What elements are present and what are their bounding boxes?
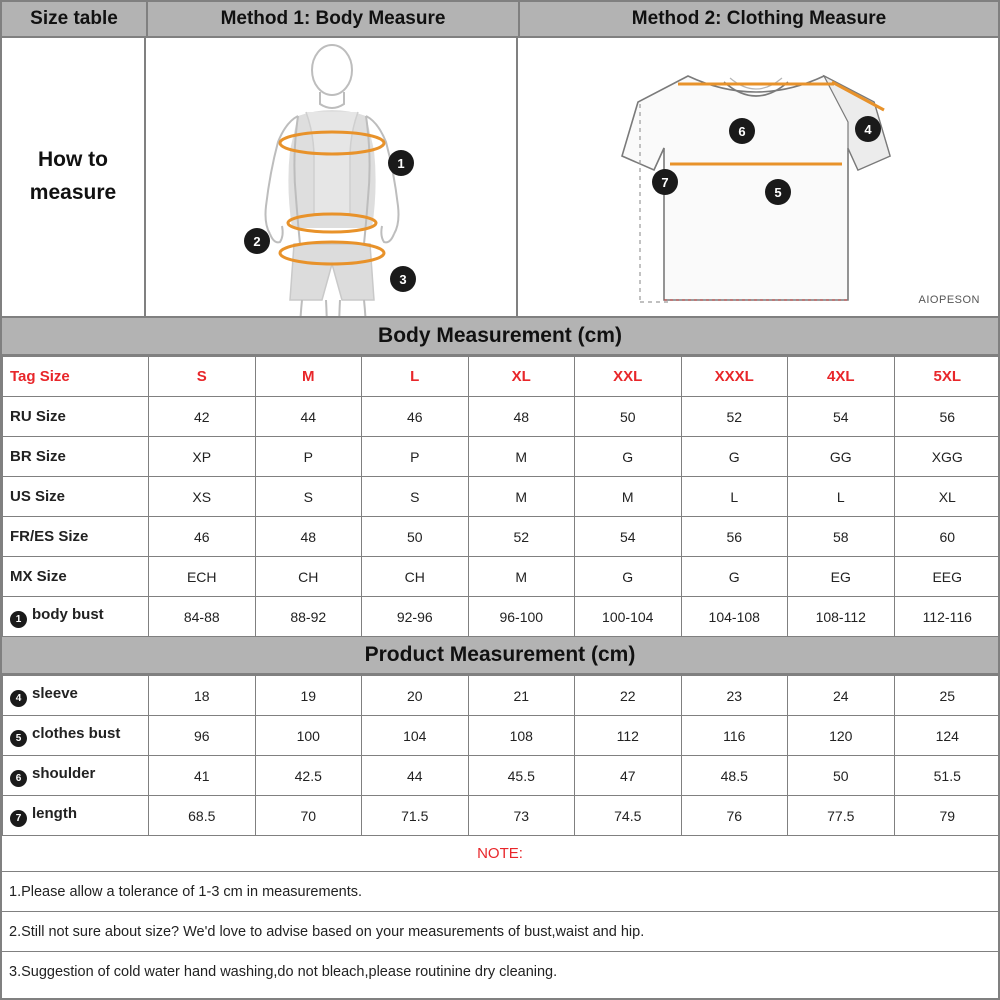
badge-body-1: 1 [388, 150, 414, 176]
row-label-text: shoulder [32, 764, 96, 782]
body-figure-svg [146, 38, 518, 316]
note-line-2: 2.Still not sure about size? We'd love to advise based on your measurements of bust,waist and hip. [2, 912, 998, 952]
row-label-text: clothes bust [32, 724, 121, 742]
cell: 76 [681, 796, 788, 836]
row-label-tag-size: Tag Size [3, 357, 149, 397]
cell: 54 [575, 517, 682, 557]
cell: XL [894, 477, 1000, 517]
cell: 18 [149, 676, 256, 716]
cell: S [255, 477, 362, 517]
table-row [3, 517, 1000, 557]
cell: 48 [255, 517, 362, 557]
body-measurement-table [2, 356, 1000, 637]
clothing-measure-illustration [518, 38, 998, 316]
cell: G [575, 437, 682, 477]
cell: 77.5 [788, 796, 895, 836]
cell: P [255, 437, 362, 477]
table-row [3, 437, 1000, 477]
row-label-shoulder [3, 756, 149, 796]
table-row [3, 477, 1000, 517]
cell: 47 [575, 756, 682, 796]
cell: G [681, 437, 788, 477]
note-block [2, 836, 998, 992]
table-row [3, 597, 1000, 637]
table-row [3, 796, 1000, 836]
row-label-text: sleeve [32, 684, 78, 702]
table-row [3, 676, 1000, 716]
table-row [3, 756, 1000, 796]
table-row-tag-size [3, 357, 1000, 397]
cell: ECH [149, 557, 256, 597]
cell: 120 [788, 716, 895, 756]
row-label-clothes-bust [3, 716, 149, 756]
cell: 58 [788, 517, 895, 557]
col-header-4xl: 4XL [788, 357, 895, 397]
cell: 41 [149, 756, 256, 796]
cell: 21 [468, 676, 575, 716]
how-to-measure-cell [2, 38, 146, 316]
cell: 48 [468, 397, 575, 437]
cell: 56 [894, 397, 1000, 437]
col-header-s: S [149, 357, 256, 397]
cell: 50 [788, 756, 895, 796]
cell: EEG [894, 557, 1000, 597]
cell: 44 [255, 397, 362, 437]
cell: 19 [255, 676, 362, 716]
cell: P [362, 437, 469, 477]
cell: M [468, 557, 575, 597]
cell: GG [788, 437, 895, 477]
badge-cloth-5: 5 [765, 179, 791, 205]
product-measurement-banner: Product Measurement (cm) [2, 637, 998, 675]
note-line-1: 1.Please allow a tolerance of 1-3 cm in measurements. [2, 872, 998, 912]
note-line-3: 3.Suggestion of cold water hand washing,do not bleach,please routinine dry cleaning. [9, 964, 558, 980]
col-header-l: L [362, 357, 469, 397]
table-row [3, 397, 1000, 437]
cell: 48.5 [681, 756, 788, 796]
cell: XS [149, 477, 256, 517]
cell: L [788, 477, 895, 517]
cell: 60 [894, 517, 1000, 557]
row-label-fr-es-size: FR/ES Size [3, 517, 149, 557]
cell: 100 [255, 716, 362, 756]
cell: 96 [149, 716, 256, 756]
cell: M [468, 437, 575, 477]
cell: XGG [894, 437, 1000, 477]
cell: 54 [788, 397, 895, 437]
badge-body-3: 3 [390, 266, 416, 292]
header-method-2: Method 2: Clothing Measure [520, 2, 998, 36]
cell: 108-112 [788, 597, 895, 637]
cell: 42.5 [255, 756, 362, 796]
cell: 50 [362, 517, 469, 557]
cell: 23 [681, 676, 788, 716]
cell: 88-92 [255, 597, 362, 637]
cell: 24 [788, 676, 895, 716]
cell: 56 [681, 517, 788, 557]
cell: 46 [362, 397, 469, 437]
row-label-us-size: US Size [3, 477, 149, 517]
row-label-length [3, 796, 149, 836]
cell: M [575, 477, 682, 517]
cell: 52 [468, 517, 575, 557]
badge-cloth-7: 7 [652, 169, 678, 195]
table-row [3, 557, 1000, 597]
cell: S [362, 477, 469, 517]
body-measurement-banner: Body Measurement (cm) [2, 318, 998, 356]
cell: 44 [362, 756, 469, 796]
cell: XP [149, 437, 256, 477]
cell: G [575, 557, 682, 597]
badge-body-2: 2 [244, 228, 270, 254]
row-label-ru-size: RU Size [3, 397, 149, 437]
col-header-xxxl: XXXL [681, 357, 788, 397]
col-header-xxl: XXL [575, 357, 682, 397]
illustration-row [2, 38, 998, 318]
cell: 42 [149, 397, 256, 437]
cell: 50 [575, 397, 682, 437]
product-measurement-table [2, 675, 1000, 836]
cell: 70 [255, 796, 362, 836]
body-measure-illustration [146, 38, 518, 316]
cell: G [681, 557, 788, 597]
tshirt-svg [518, 38, 998, 316]
cell: 104 [362, 716, 469, 756]
cell: 45.5 [468, 756, 575, 796]
cell: 71.5 [362, 796, 469, 836]
table-row [3, 716, 1000, 756]
header-method-1: Method 1: Body Measure [148, 2, 520, 36]
cell: 84-88 [149, 597, 256, 637]
cell: 68.5 [149, 796, 256, 836]
row-label-text: length [32, 804, 77, 822]
cell: 25 [894, 676, 1000, 716]
cell: 112-116 [894, 597, 1000, 637]
cell: 46 [149, 517, 256, 557]
cell: 124 [894, 716, 1000, 756]
cell: 100-104 [575, 597, 682, 637]
col-header-m: M [255, 357, 362, 397]
cell: 52 [681, 397, 788, 437]
cell: CH [362, 557, 469, 597]
row-label-text: body bust [32, 605, 104, 623]
cell: 116 [681, 716, 788, 756]
how-to-measure-label: How to measure [29, 148, 117, 204]
cell: EG [788, 557, 895, 597]
cell: L [681, 477, 788, 517]
cell: 74.5 [575, 796, 682, 836]
cell: 92-96 [362, 597, 469, 637]
cell: 108 [468, 716, 575, 756]
row-label-mx-size: MX Size [3, 557, 149, 597]
col-header-5xl: 5XL [894, 357, 1000, 397]
marker-6-icon: 6 [10, 770, 27, 787]
brand-watermark: AIOPESON [918, 294, 980, 306]
col-header-xl: XL [468, 357, 575, 397]
cell: 51.5 [894, 756, 1000, 796]
note-title: NOTE: [2, 836, 998, 872]
marker-5-icon: 5 [10, 730, 27, 747]
marker-4-icon: 4 [10, 690, 27, 707]
row-label-body-bust [3, 597, 149, 637]
cell: 73 [468, 796, 575, 836]
cell: CH [255, 557, 362, 597]
cell: 96-100 [468, 597, 575, 637]
chart-header-row [2, 2, 998, 38]
cell: 112 [575, 716, 682, 756]
marker-1-icon: 1 [10, 611, 27, 628]
header-size-table: Size table [2, 2, 148, 36]
cell: 20 [362, 676, 469, 716]
row-label-sleeve [3, 676, 149, 716]
badge-cloth-4: 4 [855, 116, 881, 142]
cell: 22 [575, 676, 682, 716]
cell: M [468, 477, 575, 517]
row-label-br-size: BR Size [3, 437, 149, 477]
cell: 104-108 [681, 597, 788, 637]
marker-7-icon: 7 [10, 810, 27, 827]
badge-cloth-6: 6 [729, 118, 755, 144]
cell: 79 [894, 796, 1000, 836]
